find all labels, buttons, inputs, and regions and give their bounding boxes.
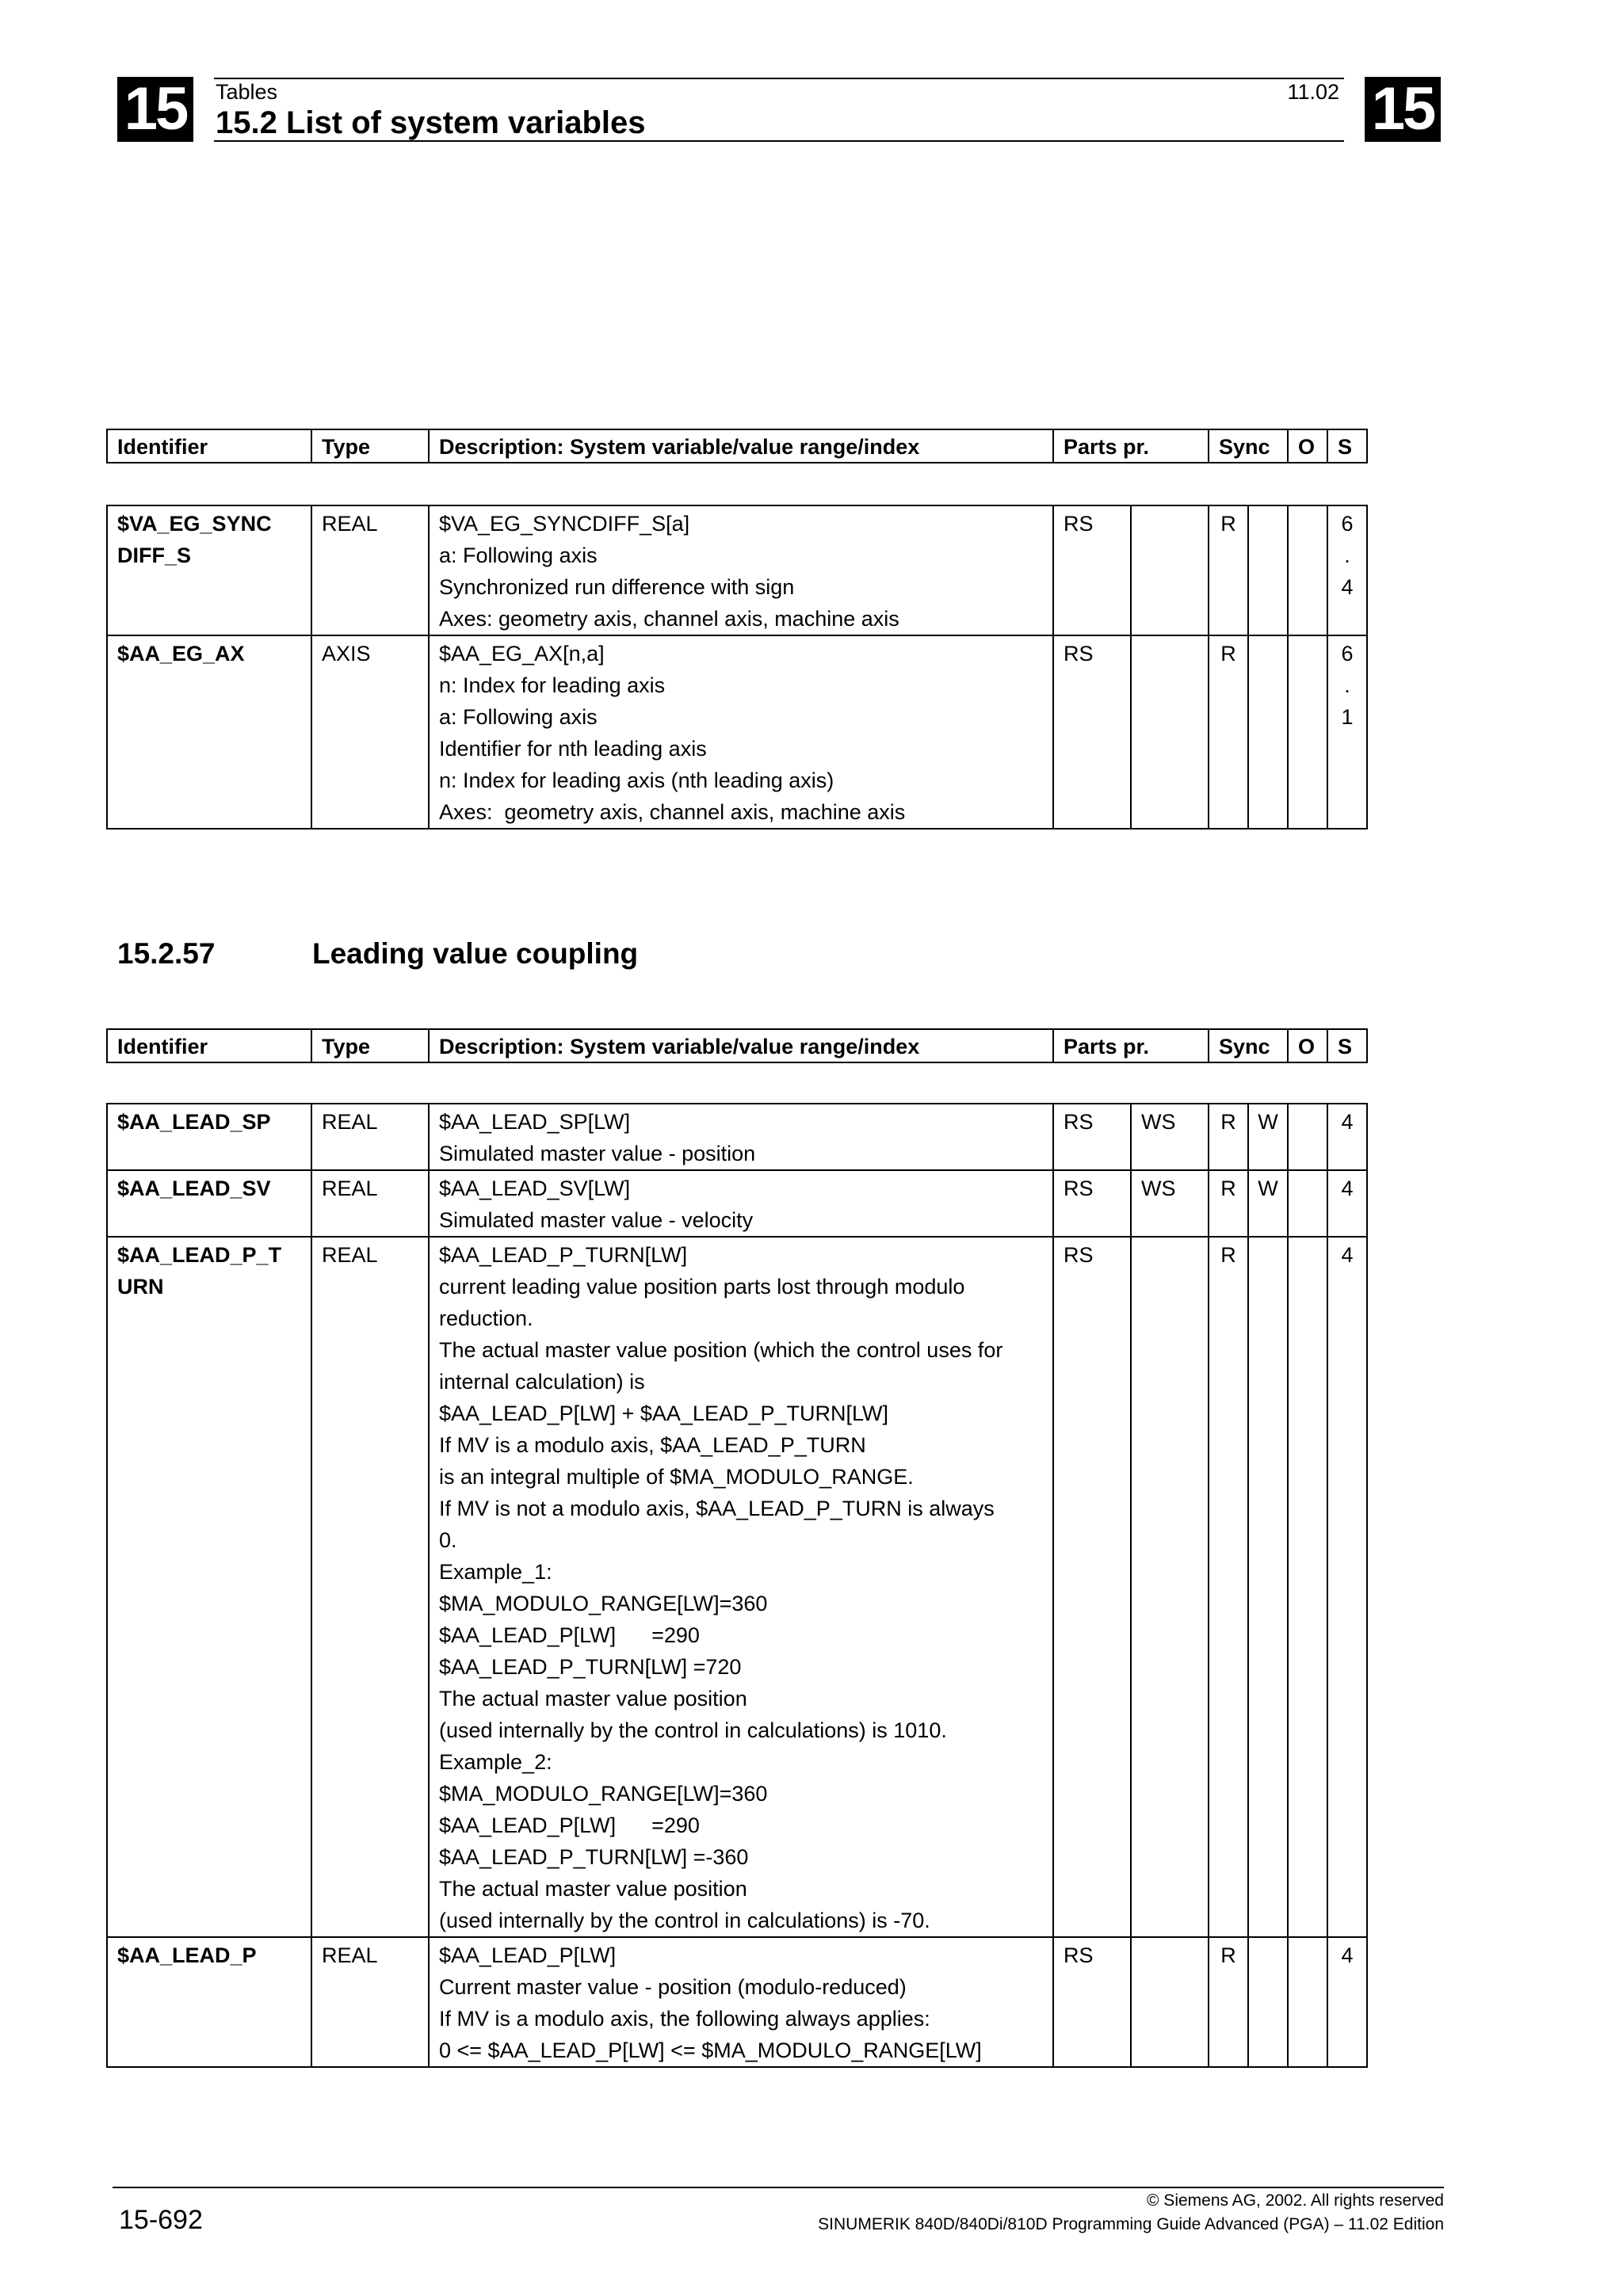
cell-description	[429, 505, 1053, 635]
cell-s-line: 6	[1341, 512, 1354, 536]
table-row	[107, 1170, 1367, 1237]
table-row	[107, 1237, 1367, 1937]
subsection-number: 15.2.57	[117, 937, 216, 970]
system-variables-table	[106, 505, 1368, 830]
cell-description-line: $MA_MODULO_RANGE[LW]=360	[439, 1782, 768, 1806]
column-header-description: Description: System variable/value range/index	[429, 1029, 1053, 1062]
table-row	[107, 1104, 1367, 1170]
cell-type: REAL	[311, 1937, 429, 2067]
cell-parts-write	[1131, 1937, 1209, 2067]
chapter-number-box: 15	[117, 77, 193, 142]
cell-description-line: Identifier for nth leading axis	[439, 737, 707, 761]
column-header-parts: Parts pr.	[1053, 1029, 1209, 1062]
cell-parts-read: RS	[1053, 1104, 1131, 1170]
cell-type: AXIS	[311, 635, 429, 829]
leading-value-coupling-table	[106, 1103, 1368, 2068]
cell-s-line: 4	[1341, 1943, 1354, 1967]
cell-description-line: $AA_LEAD_SP[LW]	[439, 1110, 631, 1134]
cell-description-line: $VA_EG_SYNCDIFF_S[a]	[439, 512, 690, 536]
cell-description-line: If MV is a modulo axis, $AA_LEAD_P_TURN	[439, 1433, 866, 1457]
cell-s	[1327, 635, 1367, 829]
cell-s-line: 4	[1341, 575, 1354, 599]
cell-sync-read: R	[1209, 1170, 1248, 1237]
cell-description-line: $AA_EG_AX[n,a]	[439, 642, 605, 666]
cell-description-line: $AA_LEAD_P[LW] =290	[439, 1814, 700, 1837]
cell-type: REAL	[311, 1104, 429, 1170]
chapter-number-box: 15	[1365, 77, 1441, 142]
cell-identifier	[107, 1237, 311, 1937]
column-header-identifier: Identifier	[107, 1029, 311, 1062]
footer-rule	[113, 2187, 1444, 2188]
cell-description-line: reduction.	[439, 1306, 533, 1330]
cell-sync-read: R	[1209, 1104, 1248, 1170]
cell-description-line: (used internally by the control in calculations) is 1010.	[439, 1718, 947, 1742]
cell-parts-read: RS	[1053, 1237, 1131, 1937]
header-rule-bottom	[214, 140, 1344, 142]
cell-description-line: $AA_LEAD_P[LW]	[439, 1943, 617, 1967]
cell-description-line: If MV is a modulo axis, the following always applies:	[439, 2007, 930, 2031]
cell-identifier	[107, 1937, 311, 2067]
column-header-sync: Sync	[1209, 429, 1288, 463]
cell-s	[1327, 505, 1367, 635]
cell-description-line: $AA_LEAD_SV[LW]	[439, 1177, 631, 1200]
cell-description-line: Synchronized run difference with sign	[439, 575, 795, 599]
column-header-o: O	[1288, 1029, 1327, 1062]
cell-description-line: $AA_LEAD_P_TURN[LW] =-360	[439, 1845, 749, 1869]
cell-sync-write	[1248, 505, 1288, 635]
cell-sync-read: R	[1209, 1237, 1248, 1937]
cell-s-line: 6	[1341, 642, 1354, 666]
cell-s	[1327, 1237, 1367, 1937]
column-header-parts: Parts pr.	[1053, 429, 1209, 463]
cell-sync-read: R	[1209, 505, 1248, 635]
column-header-s: S	[1327, 1029, 1367, 1062]
cell-sync-write: W	[1248, 1170, 1288, 1237]
cell-parts-read: RS	[1053, 505, 1131, 635]
cell-description-line: Example_1:	[439, 1560, 552, 1584]
column-header-type: Type	[311, 1029, 429, 1062]
header-date: 11.02	[1287, 80, 1339, 104]
cell-description-line: Simulated master value - position	[439, 1142, 756, 1165]
cell-description	[429, 635, 1053, 829]
edition-line: SINUMERIK 840D/840Di/810D Programming Guide Advanced (PGA) – 11.02 Edition	[818, 2215, 1444, 2233]
cell-parts-read: RS	[1053, 1937, 1131, 2067]
table-row	[107, 505, 1367, 635]
cell-identifier-line: URN	[117, 1275, 164, 1299]
cell-description-line: Axes: geometry axis, channel axis, machine axis	[439, 607, 899, 631]
page-number: 15-692	[119, 2205, 203, 2235]
cell-description-line: If MV is not a modulo axis, $AA_LEAD_P_TURN is always	[439, 1497, 995, 1520]
cell-parts-read: RS	[1053, 635, 1131, 829]
cell-s-line: 4	[1341, 1243, 1354, 1267]
cell-sync-write: W	[1248, 1104, 1288, 1170]
cell-identifier-line: $AA_EG_AX	[117, 642, 245, 666]
cell-type: REAL	[311, 1170, 429, 1237]
cell-description-line: a: Following axis	[439, 705, 598, 729]
cell-o	[1288, 1104, 1327, 1170]
column-header-sync: Sync	[1209, 1029, 1288, 1062]
cell-description-line: is an integral multiple of $MA_MODULO_RANGE.	[439, 1465, 914, 1489]
cell-identifier	[107, 635, 311, 829]
column-header-s: S	[1327, 429, 1367, 463]
cell-identifier-line: $AA_LEAD_SP	[117, 1110, 271, 1134]
cell-description-line: Simulated master value - velocity	[439, 1208, 754, 1232]
page-title: 15.2 List of system variables	[216, 105, 646, 140]
cell-sync-write	[1248, 1237, 1288, 1937]
table-row	[107, 635, 1367, 829]
cell-description-line: current leading value position parts lost through modulo	[439, 1275, 965, 1299]
cell-identifier-line: $VA_EG_SYNC	[117, 512, 272, 536]
cell-parts-write	[1131, 1237, 1209, 1937]
cell-identifier	[107, 1170, 311, 1237]
cell-description-line: The actual master value position (which the control uses for	[439, 1338, 1003, 1362]
cell-description-line: n: Index for leading axis	[439, 673, 666, 697]
column-header-description: Description: System variable/value range/index	[429, 429, 1053, 463]
cell-identifier-line: $AA_LEAD_SV	[117, 1177, 271, 1200]
cell-description	[429, 1170, 1053, 1237]
cell-o	[1288, 1170, 1327, 1237]
cell-s-line: 1	[1341, 705, 1354, 729]
cell-sync-read: R	[1209, 1937, 1248, 2067]
cell-s-line: 4	[1341, 1177, 1354, 1200]
subsection-title: Leading value coupling	[312, 937, 639, 970]
cell-identifier-line: $AA_LEAD_P	[117, 1943, 257, 1967]
cell-identifier-line: DIFF_S	[117, 543, 192, 567]
cell-description-line: $AA_LEAD_P[LW] + $AA_LEAD_P_TURN[LW]	[439, 1402, 888, 1425]
cell-s-line: .	[1344, 673, 1350, 697]
cell-description-line: The actual master value position	[439, 1687, 747, 1711]
cell-parts-write	[1131, 505, 1209, 635]
cell-parts-read: RS	[1053, 1170, 1131, 1237]
cell-o	[1288, 1937, 1327, 2067]
cell-description-line: $MA_MODULO_RANGE[LW]=360	[439, 1592, 768, 1615]
cell-description-line: a: Following axis	[439, 543, 598, 567]
cell-s	[1327, 1104, 1367, 1170]
cell-sync-read: R	[1209, 635, 1248, 829]
cell-s	[1327, 1170, 1367, 1237]
cell-description-line: internal calculation) is	[439, 1370, 645, 1394]
cell-s-line: 4	[1341, 1110, 1354, 1134]
cell-sync-write	[1248, 635, 1288, 829]
cell-o	[1288, 505, 1327, 635]
cell-identifier-line: $AA_LEAD_P_T	[117, 1243, 282, 1267]
cell-identifier	[107, 505, 311, 635]
cell-description-line: (used internally by the control in calculations) is -70.	[439, 1909, 930, 1932]
cell-parts-write	[1131, 635, 1209, 829]
cell-type: REAL	[311, 505, 429, 635]
cell-type: REAL	[311, 1237, 429, 1937]
cell-s	[1327, 1937, 1367, 2067]
cell-description-line: $AA_LEAD_P[LW] =290	[439, 1623, 700, 1647]
column-header-identifier: Identifier	[107, 429, 311, 463]
cell-description-line: $AA_LEAD_P_TURN[LW] =720	[439, 1655, 742, 1679]
column-header-o: O	[1288, 429, 1327, 463]
column-header-table	[106, 429, 1368, 463]
cell-description-line: Axes: geometry axis, channel axis, machine axis	[439, 800, 906, 824]
cell-parts-write: WS	[1131, 1104, 1209, 1170]
column-header-table	[106, 1028, 1368, 1063]
cell-description-line: Example_2:	[439, 1750, 552, 1774]
cell-parts-write: WS	[1131, 1170, 1209, 1237]
column-header-type: Type	[311, 429, 429, 463]
cell-description	[429, 1237, 1053, 1937]
header-rule-top	[214, 78, 1344, 79]
cell-s-line: .	[1344, 543, 1350, 567]
cell-description	[429, 1104, 1053, 1170]
cell-description-line: Current master value - position (modulo-reduced)	[439, 1975, 907, 1999]
cell-description-line: n: Index for leading axis (nth leading axis)	[439, 769, 834, 792]
copyright-notice: © Siemens AG, 2002. All rights reserved	[1147, 2191, 1444, 2210]
cell-sync-write	[1248, 1937, 1288, 2067]
cell-o	[1288, 1237, 1327, 1937]
table-row	[107, 1937, 1367, 2067]
cell-description	[429, 1937, 1053, 2067]
cell-identifier	[107, 1104, 311, 1170]
cell-description-line: $AA_LEAD_P_TURN[LW]	[439, 1243, 688, 1267]
cell-description-line: The actual master value position	[439, 1877, 747, 1901]
cell-o	[1288, 635, 1327, 829]
header-section-label: Tables	[216, 80, 278, 104]
cell-description-line: 0 <= $AA_LEAD_P[LW] <= $MA_MODULO_RANGE[LW]	[439, 2039, 982, 2062]
cell-description-line: 0.	[439, 1528, 457, 1552]
